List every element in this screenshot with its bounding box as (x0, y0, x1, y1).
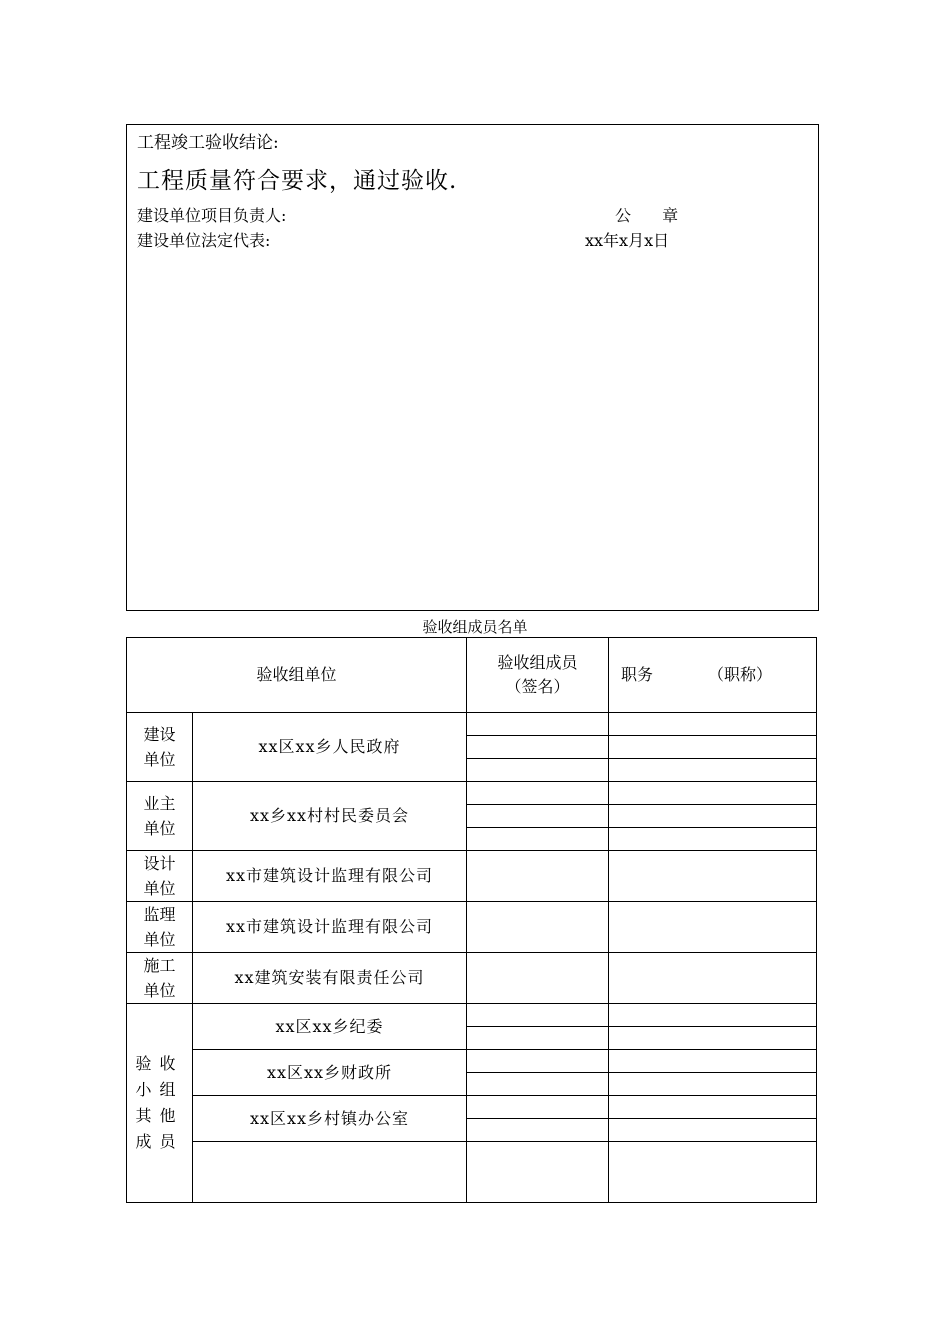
header-role-sub: （职称） (708, 665, 773, 684)
role-cell[interactable] (609, 1027, 817, 1050)
signature-cell[interactable] (467, 953, 609, 1004)
role-cell[interactable] (609, 1073, 817, 1096)
signature-cell[interactable] (467, 1004, 609, 1027)
signature-cell[interactable] (467, 736, 609, 759)
seal-label: 公 章 (615, 206, 679, 225)
category-cell (127, 782, 193, 851)
header-member-sub: （签名） (505, 677, 570, 696)
role-cell[interactable] (609, 902, 817, 953)
header-role-label: 职务 (621, 665, 654, 684)
role-cell[interactable] (609, 1142, 817, 1203)
category-cell (127, 953, 193, 1004)
category-cell (127, 1004, 193, 1203)
role-cell[interactable] (609, 1004, 817, 1027)
role-cell[interactable] (609, 851, 817, 902)
table-row (127, 1050, 817, 1073)
role-cell[interactable] (609, 782, 817, 805)
table-row (127, 1004, 817, 1027)
signature-cell[interactable] (467, 1027, 609, 1050)
signature-cell[interactable] (467, 805, 609, 828)
conclusion-result: 工程质量符合要求，通过验收. (137, 168, 458, 194)
role-cell[interactable] (609, 736, 817, 759)
signature-cell[interactable] (467, 782, 609, 805)
signature-cell[interactable] (467, 759, 609, 782)
unit-cell: xx区xx乡村镇办公室 (193, 1096, 467, 1142)
category-label: 设计单位 (143, 854, 176, 898)
signature-cell[interactable] (467, 828, 609, 851)
header-unit: 验收组单位 (127, 638, 467, 713)
role-cell[interactable] (609, 953, 817, 1004)
table-row (127, 713, 817, 736)
member-list-title: 验收组成员名单 (422, 618, 528, 636)
unit-cell: xx市建筑设计监理有限公司 (193, 851, 467, 902)
legal-rep-label: 建设单位法定代表: (137, 231, 271, 250)
category-label: 监理单位 (143, 905, 176, 949)
category-cell (127, 713, 193, 782)
conclusion-label: 工程竣工验收结论: (137, 133, 279, 153)
role-cell[interactable] (609, 1050, 817, 1073)
category-label: 施工单位 (143, 956, 176, 1000)
category-cell (127, 851, 193, 902)
signature-cell[interactable] (467, 1073, 609, 1096)
role-cell[interactable] (609, 828, 817, 851)
signature-cell[interactable] (467, 1142, 609, 1203)
table-row (127, 1096, 817, 1119)
signature-cell[interactable] (467, 713, 609, 736)
table-row (127, 782, 817, 805)
header-row (127, 638, 817, 713)
role-cell[interactable] (609, 759, 817, 782)
signature-cell[interactable] (467, 1050, 609, 1073)
category-label: 建设单位 (143, 725, 176, 769)
unit-cell: xx乡xx村村民委员会 (193, 782, 467, 851)
header-role (609, 638, 817, 713)
category-label: 业主单位 (143, 794, 176, 838)
conclusion-box (126, 124, 819, 611)
role-cell[interactable] (609, 1119, 817, 1142)
role-cell[interactable] (609, 1096, 817, 1119)
category-label: 验收小组其他成员 (135, 1054, 184, 1151)
table-row (127, 1142, 817, 1203)
header-member (467, 638, 609, 713)
signature-cell[interactable] (467, 1119, 609, 1142)
unit-cell: xx区xx乡纪委 (193, 1004, 467, 1050)
unit-cell: xx市建筑设计监理有限公司 (193, 902, 467, 953)
table-row (127, 953, 817, 1004)
table-row (127, 851, 817, 902)
signature-cell[interactable] (467, 851, 609, 902)
date-label: xx年x月x日 (585, 231, 670, 250)
unit-cell: xx区xx乡人民政府 (193, 713, 467, 782)
signature-cell[interactable] (467, 1096, 609, 1119)
table-row (127, 902, 817, 953)
member-table (126, 637, 817, 1203)
header-member-label: 验收组成员 (497, 653, 578, 672)
signature-cell[interactable] (467, 902, 609, 953)
role-cell[interactable] (609, 713, 817, 736)
unit-cell: xx区xx乡财政所 (193, 1050, 467, 1096)
category-cell (127, 902, 193, 953)
role-cell[interactable] (609, 805, 817, 828)
unit-cell[interactable] (193, 1142, 467, 1203)
owner-manager-label: 建设单位项目负责人: (137, 206, 287, 225)
unit-cell: xx建筑安装有限责任公司 (193, 953, 467, 1004)
